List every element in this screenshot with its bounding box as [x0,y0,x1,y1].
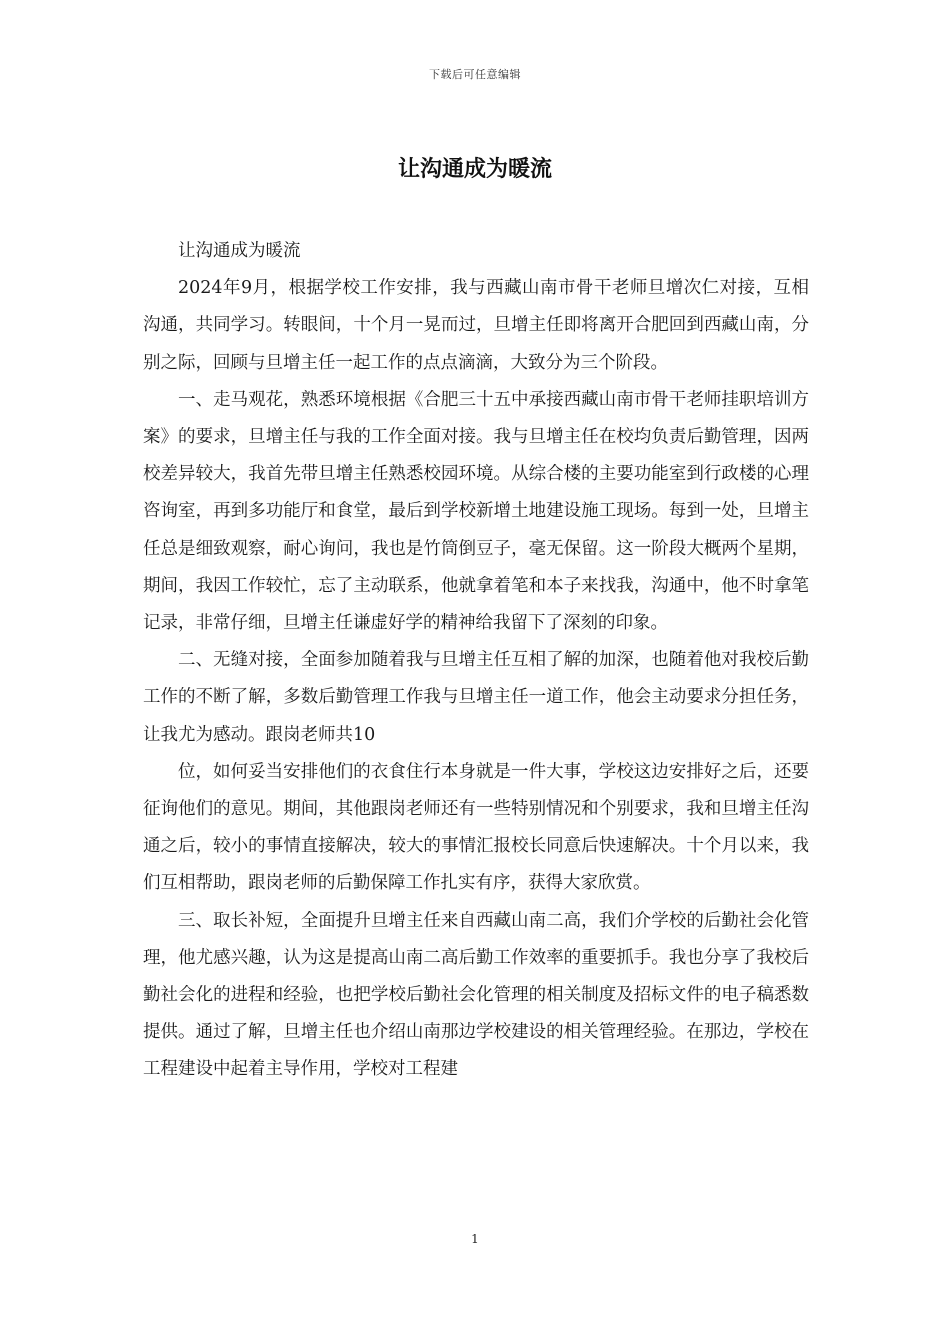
paragraph-stage-one: 一、走马观花，熟悉环境根据《合肥三十五中承接西藏山南市骨干老师挂职培训方案》的要求，旦增主任与我的工作全面对接。我与旦增主任在校均负责后勤管理，因两校差异较大，我首先带旦增主任熟悉校园环境。从综合楼的主要功能室到行政楼的心理咨询室，再到多功能厅和食堂，最后到学校新增土地建设施工现场。每到一处，旦增主任总是细致观察，耐心询问，我也是竹筒倒豆子，毫无保留。这一阶段大概两个星期，期间，我因工作较忙，忘了主动联系，他就拿着笔和本子来找我，沟通中，他不时拿笔记录，非常仔细，旦增主任谦虚好学的精神给我留下了深刻的印象。 [143,389,809,634]
paragraph-intro: 2024年9月，根据学校工作安排，我与西藏山南市骨干老师旦增次仁对接，互相沟通，共同学习。转眼间，十个月一晃而过，旦增主任即将离开合肥回到西藏山南，分别之际，回顾与旦增主任一起工作的点点滴滴，大致分为三个阶段。 [143,278,809,373]
header-note: 下载后可任意编辑 [429,68,521,81]
paragraph-subtitle: 让沟通成为暖流 [178,241,301,261]
paragraph-stage-two: 二、无缝对接，全面参加随着我与旦增主任互相了解的加深，也随着他对我校后勤工作的不断了解，多数后勤管理工作我与旦增主任一道工作，他会主动要求分担任务，让我尤为感动。跟岗老师共10 [143,650,809,745]
document-body [143,233,809,1089]
document-title: 让沟通成为暖流 [397,156,552,182]
paragraph-stage-three: 三、取长补短，全面提升旦增主任来自西藏山南二高，我们介学校的后勤社会化管理，他尤感兴趣，认为这是提高山南二高后勤工作效率的重要抓手。我也分享了我校后勤社会化的进程和经验，也把学校后勤社会化管理的相关制度及招标文件的电子稿悉数提供。通过了解，旦增主任也介绍山南那边学校建设的相关管理经验。在那边，学校在工程建设中起着主导作用，学校对工程建 [143,910,809,1080]
page-number: 1 [471,1232,479,1246]
paragraph-stage-two-continued: 位，如何妥当安排他们的衣食住行本身就是一件大事，学校这边安排好之后，还要征询他们的意见。期间，其他跟岗老师还有一些特别情况和个别要求，我和旦增主任沟通之后，较小的事情直接解决，较大的事情汇报校长同意后快速解决。十个月以来，我们互相帮助，跟岗老师的后勤保障工作扎实有序，获得大家欣赏。 [143,761,809,894]
